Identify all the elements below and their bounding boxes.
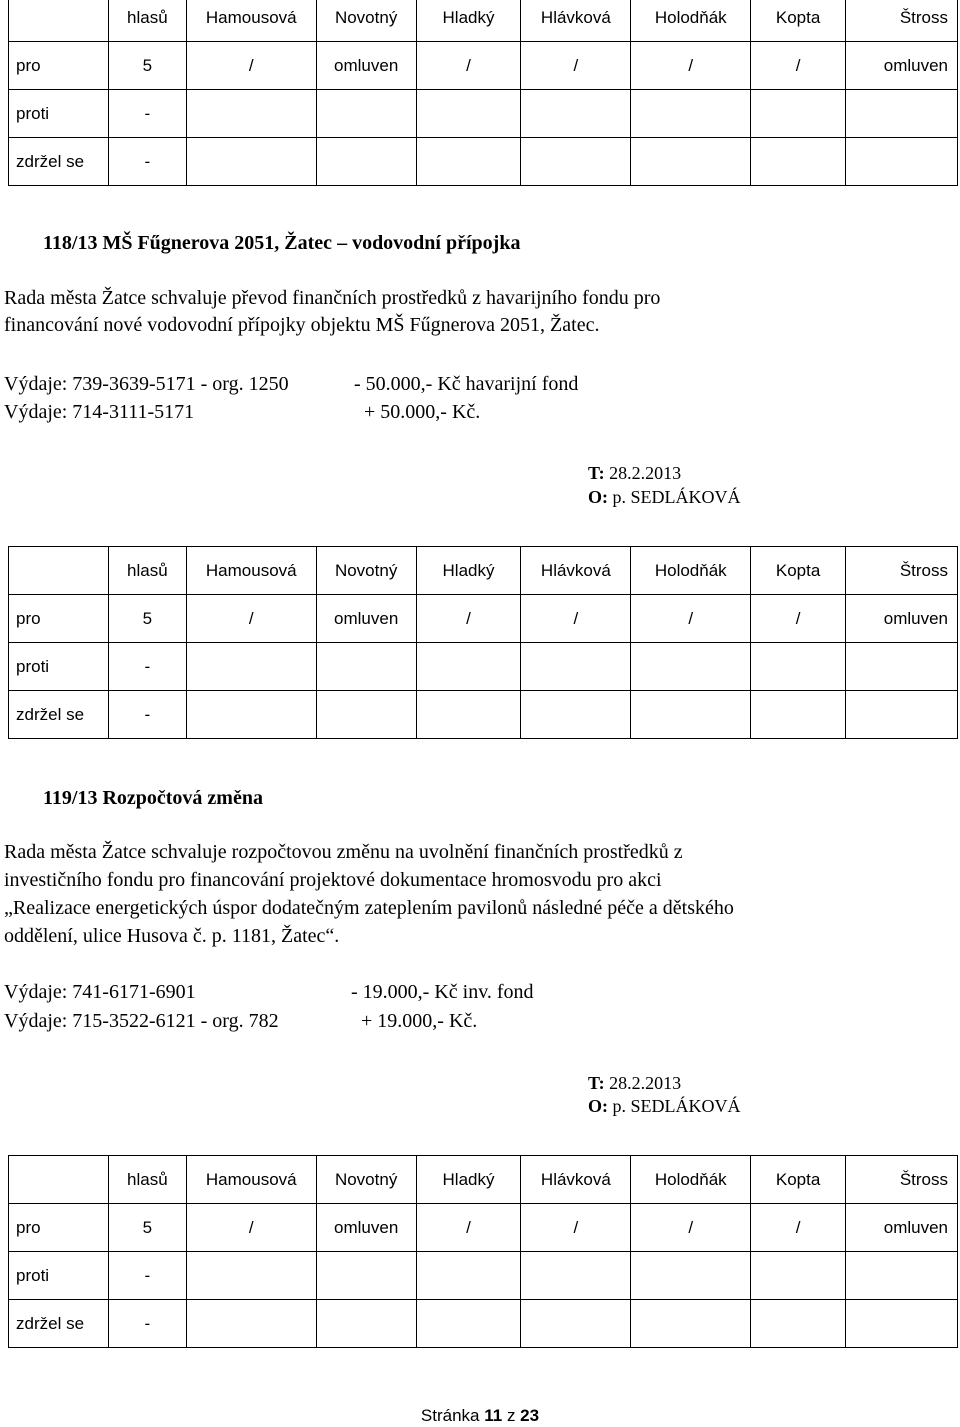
header-cell: Novotný [316, 547, 416, 595]
vote-row-zdrzel [9, 691, 958, 739]
row-label: proti [9, 90, 109, 138]
vote-cell: / [521, 1204, 631, 1252]
header-cell: hlasů [108, 1156, 186, 1204]
deadline-date: 28.2.2013 [609, 1073, 682, 1093]
vote-cell: / [751, 1204, 846, 1252]
vote-row-proti [9, 90, 958, 138]
responsible-person: p. SEDLÁKOVÁ [612, 487, 741, 507]
budget-account: Výdaje: 741-6171-6901 [4, 981, 196, 1003]
budget-account: Výdaje: 715-3522-6121 - org. 782 [4, 1010, 279, 1032]
budget-account: Výdaje: 714-3111-5171 [4, 401, 195, 423]
header-cell: Kopta [751, 1156, 846, 1204]
deadline-date: 28.2.2013 [609, 463, 682, 483]
vote-table-3 [8, 1155, 958, 1348]
footer-separator: z [506, 1406, 516, 1425]
vote-cell: / [631, 595, 751, 643]
footer-prefix: Stránka [420, 1406, 480, 1425]
header-cell: Hamousová [186, 1156, 316, 1204]
header-cell: Štross [846, 1156, 958, 1204]
header-cell: Štross [846, 0, 958, 42]
header-cell: hlasů [108, 547, 186, 595]
item-text-line: Rada města Žatce schvaluje převod finančních prostředků z havarijního fondu pro [4, 287, 661, 309]
vote-cell: 5 [108, 42, 186, 90]
row-label: zdržel se [9, 138, 109, 186]
vote-cell: omluven [316, 595, 416, 643]
vote-cell: 5 [108, 1204, 186, 1252]
header-empty-cell [9, 0, 109, 42]
item-text-line: oddělení, ulice Husova č. p. 1181, Žatec“. [4, 925, 340, 947]
responsible [588, 487, 741, 508]
budget-amount: - 50.000,- Kč havarijní fond [354, 373, 579, 395]
vote-cell: - [108, 691, 186, 739]
vote-header-row [9, 547, 958, 595]
header-cell: Hlávková [521, 547, 631, 595]
vote-row-zdrzel [9, 138, 958, 186]
item-text-line: investičního fondu pro financování projektové dokumentace hromosvodu pro akci [4, 869, 662, 891]
vote-table-2 [8, 546, 958, 739]
deadline [588, 1073, 681, 1094]
vote-cell: / [631, 42, 751, 90]
vote-row-pro [9, 1204, 958, 1252]
vote-cell: - [108, 1252, 186, 1300]
header-cell: hlasů [108, 0, 186, 42]
row-label: zdržel se [9, 1300, 109, 1348]
header-cell: Hlávková [521, 0, 631, 42]
vote-cell: / [631, 1204, 751, 1252]
vote-table-1 [8, 0, 958, 186]
item-text-line: financování nové vodovodní přípojky objektu MŠ Fűgnerova 2051, Žatec. [4, 314, 600, 336]
vote-cell: / [186, 1204, 316, 1252]
row-label: proti [9, 643, 109, 691]
vote-cell: 5 [108, 595, 186, 643]
header-cell: Holodňák [631, 0, 751, 42]
header-cell: Hlávková [521, 1156, 631, 1204]
vote-cell: - [108, 643, 186, 691]
vote-header-row [9, 1156, 958, 1204]
responsible-label: O: [588, 487, 608, 507]
deadline-label: T: [588, 1073, 605, 1093]
header-cell: Novotný [316, 0, 416, 42]
row-label: pro [9, 42, 109, 90]
row-label: zdržel se [9, 691, 109, 739]
vote-cell: / [416, 42, 521, 90]
vote-row-pro [9, 42, 958, 90]
deadline [588, 463, 681, 484]
item-text-line: „Realizace energetických úspor dodatečným zateplením pavilonů následné péče a dětského [4, 897, 734, 919]
item-heading: 118/13 MŠ Fűgnerova 2051, Žatec – vodovodní přípojka [43, 232, 521, 254]
page-footer [0, 1406, 960, 1426]
vote-row-proti [9, 1252, 958, 1300]
header-cell: Hamousová [186, 547, 316, 595]
budget-amount: - 19.000,- Kč inv. fond [351, 981, 534, 1003]
row-label: pro [9, 1204, 109, 1252]
header-cell: Hladký [416, 1156, 521, 1204]
header-cell: Kopta [751, 547, 846, 595]
header-cell: Hladký [416, 0, 521, 42]
vote-cell: / [416, 595, 521, 643]
row-label: proti [9, 1252, 109, 1300]
header-cell: Kopta [751, 0, 846, 42]
vote-cell: / [186, 595, 316, 643]
header-cell: Štross [846, 547, 958, 595]
vote-cell: / [521, 42, 631, 90]
deadline-label: T: [588, 463, 605, 483]
vote-cell: / [416, 1204, 521, 1252]
row-label: pro [9, 595, 109, 643]
header-cell: Hladký [416, 547, 521, 595]
header-empty-cell [9, 547, 109, 595]
header-cell: Hamousová [186, 0, 316, 42]
vote-cell: - [108, 1300, 186, 1348]
budget-account: Výdaje: 739-3639-5171 - org. 1250 [4, 373, 289, 395]
header-cell: Holodňák [631, 547, 751, 595]
header-cell: Novotný [316, 1156, 416, 1204]
budget-amount: + 50.000,- Kč. [364, 401, 481, 423]
vote-cell: omluven [846, 595, 958, 643]
footer-page-number: 11 [484, 1406, 503, 1425]
vote-cell: omluven [846, 42, 958, 90]
vote-cell: - [108, 90, 186, 138]
responsible [588, 1096, 741, 1117]
item-text-line: Rada města Žatce schvaluje rozpočtovou změnu na uvolnění finančních prostředků z [4, 841, 683, 863]
header-cell: Holodňák [631, 1156, 751, 1204]
footer-total-pages: 23 [520, 1406, 540, 1425]
vote-cell: / [751, 595, 846, 643]
vote-cell: omluven [316, 1204, 416, 1252]
header-empty-cell [9, 1156, 109, 1204]
budget-amount: + 19.000,- Kč. [361, 1010, 478, 1032]
vote-row-zdrzel [9, 1300, 958, 1348]
vote-cell: omluven [316, 42, 416, 90]
vote-cell: / [521, 595, 631, 643]
vote-cell: - [108, 138, 186, 186]
responsible-person: p. SEDLÁKOVÁ [612, 1096, 741, 1116]
vote-row-proti [9, 643, 958, 691]
responsible-label: O: [588, 1096, 608, 1116]
item-heading: 119/13 Rozpočtová změna [43, 787, 263, 809]
vote-row-pro [9, 595, 958, 643]
vote-cell: / [186, 42, 316, 90]
vote-header-row [9, 0, 958, 42]
vote-cell: omluven [846, 1204, 958, 1252]
vote-cell: / [751, 42, 846, 90]
